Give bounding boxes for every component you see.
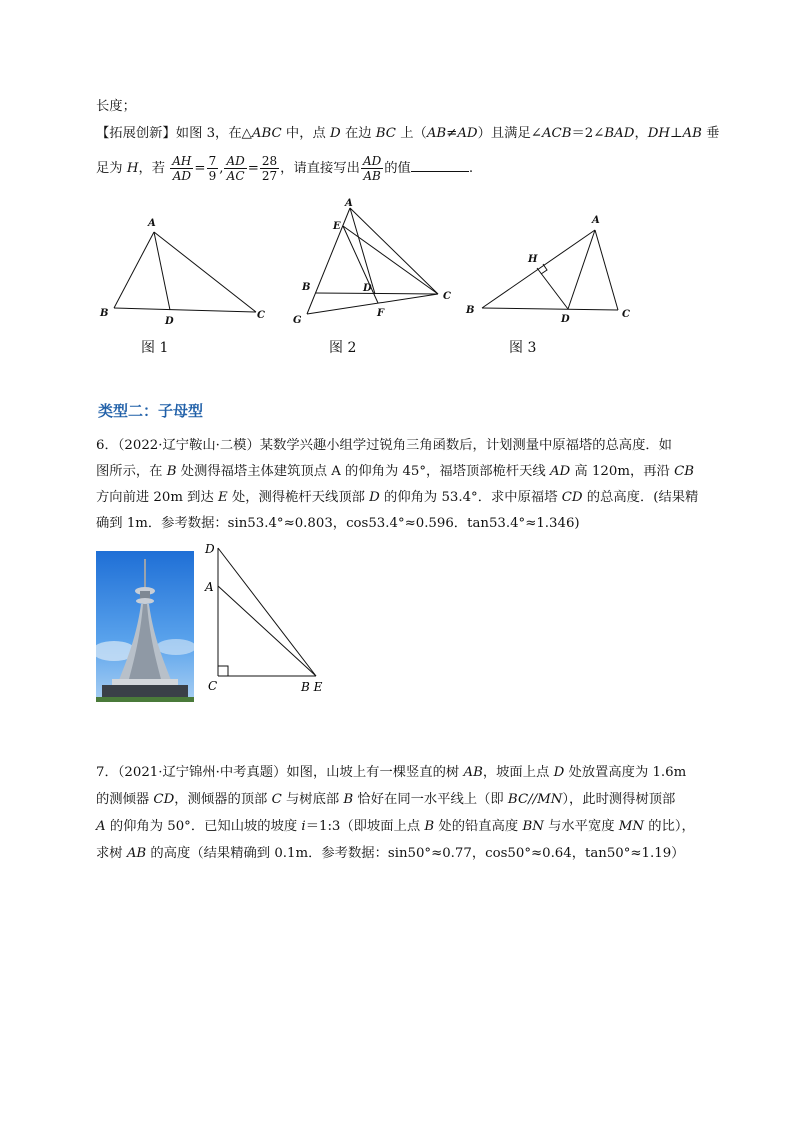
text: 的高度（结果精确到 0.1m．参考数据：sin50°≈0.77，cos50°≈0.64，tan50°≈1.19） [146,846,685,861]
segment-ab [482,230,595,308]
var: E [218,490,228,505]
segment-ab [218,586,316,676]
segment-ad [568,230,595,309]
q7-line3 [96,816,695,837]
label-a: A [205,580,214,594]
text: = [247,161,259,176]
text: ，若 [138,161,166,176]
text: 7．（2021·辽宁锦州·中考真题）如图，山坡上有一棵竖直的树 [96,765,464,780]
label-a: A [345,198,353,209]
text: 上（ [395,126,427,141]
text: ， [634,126,648,141]
var: B [343,792,354,807]
caption-figure-3: 图 3 [509,340,537,356]
fraction-7-9 [207,154,219,183]
segment-ec [343,226,438,294]
right-angle-mark [541,264,547,274]
var: B [424,819,435,834]
text: 的仰角为 53.4°．求中原福塔 [379,490,562,505]
text: 处测得福塔主体建筑顶点 A 的仰角为 45°，福塔顶部桅杆天线 [176,464,550,479]
var: DH⊥AB [647,126,702,141]
var: D [369,490,380,505]
label-a: A [148,218,156,229]
right-angle-mark [218,666,228,676]
var: CD [153,792,175,807]
segment-ac [595,230,618,310]
label-b: B [100,308,109,319]
text: 与树底部 [281,792,344,807]
text: 处放置高度为 1.6m [564,765,687,780]
den: AB [363,169,381,183]
text-extension-line1 [96,123,719,144]
var: H [126,161,139,176]
num: AH [172,154,192,168]
text: 与水平宽度 [543,819,619,834]
text: 在边 [340,126,376,141]
var: ACB [541,126,572,141]
segment-ac [154,232,256,312]
label-b: B [302,282,311,293]
text: ，坡面上点 [482,765,554,780]
segment-ab [114,232,154,308]
text: 处的铅直高度 [434,819,523,834]
var: C [271,792,282,807]
text-extension-line2 [96,152,473,186]
bracket-title: 【拓展创新】 [96,126,176,141]
label-c: C [622,309,630,320]
q6-line2 [96,461,694,482]
segment-bc [482,308,618,310]
segment-ac [350,208,438,294]
text: 求树 [96,846,127,861]
caption-figure-2: 图 2 [329,340,357,356]
label-g: G [293,315,302,326]
var: AB≠AD [426,126,478,141]
q7-line2 [96,789,675,810]
text: ），此时测得树顶部 [562,792,676,807]
var: BAD [604,126,635,141]
segment-ef [343,226,378,303]
answer-blank [411,159,469,172]
var: BC [375,126,396,141]
text: ，请直接写出 [280,161,360,176]
figure-3 [460,211,640,326]
var: i [301,819,306,834]
text: 垂 [701,126,720,141]
q6-line4: 确到 1m．参考数据：sin53.4°≈0.803，cos53.4°≈0.596．tan53.4°≈1.346) [96,516,580,531]
segment-bc [315,293,438,294]
q7-line1 [96,762,686,783]
text: 高 120m，再沿 [570,464,675,479]
label-b: B [466,305,475,316]
segment-ag [307,208,350,314]
label-c: C [257,310,265,321]
var: B [166,464,177,479]
q6-line3 [96,487,698,508]
q7-line4 [96,843,684,864]
text: , [219,161,224,176]
num: 7 [208,154,217,168]
num: AD [362,154,382,168]
var: D [330,126,341,141]
text: 的仰角为 50°．已知山坡的坡度 [105,819,302,834]
fraction-ad-ac [224,154,246,183]
q6-line1: 6．（2022·辽宁鞍山·二模）某数学兴趣小组学过锐角三角函数后，计划测量中原福塔的总高度．如 [96,438,672,453]
text: = [194,161,206,176]
num: AD [226,154,245,168]
text: 的总高度．(结果精 [582,490,699,505]
text: ＝1:3（即坡面上点 [305,819,425,834]
text: . [468,161,474,176]
var: AB [463,765,483,780]
label-d: D [561,314,570,325]
section-heading: 类型二：子母型 [98,402,204,420]
label-d: D [363,283,372,294]
text: 恰好在同一水平线上（即 [353,792,508,807]
label-c: C [443,291,451,302]
fraction-28-27 [260,154,279,183]
fraction-ah-ad [170,154,193,183]
var: CD [561,490,583,505]
var: ABC [251,126,282,141]
segment-gc [307,294,438,314]
label-a: A [592,215,600,226]
den: 9 [208,169,217,183]
text: 图所示，在 [96,464,167,479]
fraction-ad-ab [361,154,383,183]
var: D [553,765,565,780]
text: 的测倾器 [96,792,154,807]
tower-photo [96,551,194,702]
den: AD [172,169,191,183]
den: 27 [261,169,278,183]
text: ，测倾器的顶部 [174,792,272,807]
text: 中，点 [281,126,331,141]
segment-bc [114,308,256,312]
var: A [96,819,106,834]
label-d: D [165,316,174,327]
caption-figure-1: 图 1 [141,340,169,356]
text: 足为 [96,161,127,176]
text: ＝2∠ [571,126,605,141]
label-h: H [528,254,538,265]
var: MN [618,819,645,834]
num: 28 [261,154,278,168]
label-f: F [377,308,385,319]
text: 方向前进 20m 到达 [96,490,218,505]
den: AC [226,169,245,183]
text: 的比）， [644,819,695,834]
var: AB [126,846,147,861]
var: BN [522,819,544,834]
text-line-length: 长度； [96,99,136,114]
var: AD [549,464,571,479]
label-be: B E [301,680,323,694]
figure-2 [285,193,460,333]
text: ）且满足∠ [477,126,542,141]
figure-1 [94,212,274,327]
var: BC//MN [507,792,563,807]
text: 的值 [384,161,411,176]
var: CB [674,464,695,479]
figure-q6 [200,540,330,695]
label-e: E [333,221,341,232]
text: 处，测得桅杆天线顶部 [227,490,370,505]
text: 如图 3，在△ [175,126,252,141]
label-c: C [208,679,218,693]
segment-de [218,548,316,676]
segment-ad [154,232,170,310]
label-d: D [205,542,215,556]
